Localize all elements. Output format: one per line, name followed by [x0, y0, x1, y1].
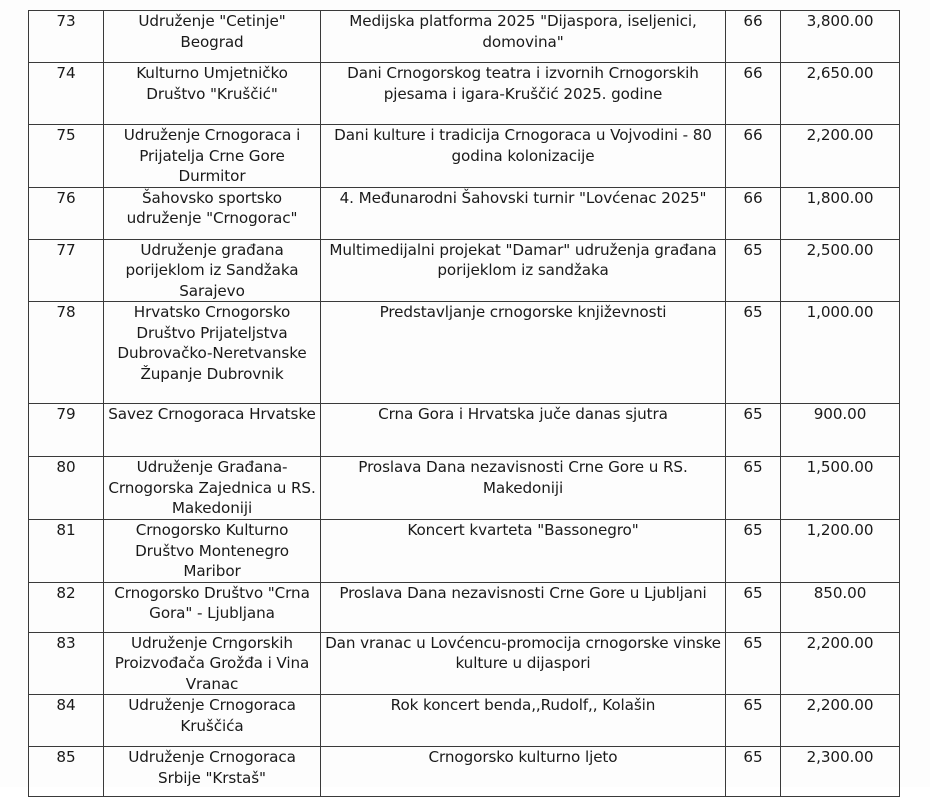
table-row — [29, 747, 900, 797]
row-number: 85 — [29, 747, 104, 797]
table-row — [29, 404, 900, 457]
organization-name: Šahovsko sportsko udruženje "Crnogorac" — [104, 187, 321, 239]
table-row — [29, 632, 900, 695]
score: 65 — [726, 520, 781, 583]
project-title: Multimedijalni projekat "Damar" udruženja građana porijeklom iz sandžaka — [321, 239, 726, 302]
grants-table-body — [29, 11, 900, 797]
project-title: 4. Međunarodni Šahovski turnir "Lovćenac 2025" — [321, 187, 726, 239]
amount: 2,200.00 — [781, 632, 900, 695]
table-row — [29, 187, 900, 239]
row-number: 84 — [29, 695, 104, 747]
row-number: 76 — [29, 187, 104, 239]
row-number: 80 — [29, 457, 104, 520]
organization-name: Udruženje "Cetinje" Beograd — [104, 11, 321, 63]
project-title: Koncert kvarteta "Bassonegro" — [321, 520, 726, 583]
table-row — [29, 695, 900, 747]
project-title: Crna Gora i Hrvatska juče danas sjutra — [321, 404, 726, 457]
organization-name: Savez Crnogoraca Hrvatske — [104, 404, 321, 457]
table-row — [29, 63, 900, 125]
organization-name: Crnogorsko Kulturno Društvo Montenegro Maribor — [104, 520, 321, 583]
score: 65 — [726, 695, 781, 747]
amount: 2,200.00 — [781, 125, 900, 188]
organization-name: Crnogorsko Društvo "Crna Gora" - Ljubljana — [104, 582, 321, 632]
project-title: Dani Crnogorskog teatra i izvornih Crnogorskih pjesama i igara-Kruščić 2025. godine — [321, 63, 726, 125]
score: 66 — [726, 63, 781, 125]
organization-name: Udruženje Crnogoraca Srbije "Krstaš" — [104, 747, 321, 797]
score: 65 — [726, 747, 781, 797]
row-number: 79 — [29, 404, 104, 457]
amount: 1,200.00 — [781, 520, 900, 583]
score: 66 — [726, 11, 781, 63]
organization-name: Udruženje Crnogoraca Kruščića — [104, 695, 321, 747]
project-title: Predstavljanje crnogorske književnosti — [321, 302, 726, 404]
organization-name: Udruženje Građana-Crnogorska Zajednica u RS. Makedoniji — [104, 457, 321, 520]
amount: 2,200.00 — [781, 695, 900, 747]
row-number: 78 — [29, 302, 104, 404]
score: 66 — [726, 187, 781, 239]
organization-name: Udruženje Crnogoraca i Prijatelja Crne Gore Durmitor — [104, 125, 321, 188]
organization-name: Kulturno Umjetničko Društvo "Kruščić" — [104, 63, 321, 125]
amount: 1,000.00 — [781, 302, 900, 404]
amount: 2,300.00 — [781, 747, 900, 797]
score: 65 — [726, 404, 781, 457]
score: 65 — [726, 632, 781, 695]
organization-name: Udruženje Crngorskih Proizvođača Grožđa i Vina Vranac — [104, 632, 321, 695]
amount: 2,650.00 — [781, 63, 900, 125]
project-title: Rok koncert benda,,Rudolf,, Kolašin — [321, 695, 726, 747]
project-title: Medijska platforma 2025 "Dijaspora, iseljenici, domovina" — [321, 11, 726, 63]
organization-name: Hrvatsko Crnogorsko Društvo Prijateljstva Dubrovačko-Neretvanske Županje Dubrovnik — [104, 302, 321, 404]
organization-name: Udruženje građana porijeklom iz Sandžaka Sarajevo — [104, 239, 321, 302]
project-title: Proslava Dana nezavisnosti Crne Gore u Ljubljani — [321, 582, 726, 632]
row-number: 82 — [29, 582, 104, 632]
score: 65 — [726, 582, 781, 632]
grants-table — [28, 10, 900, 797]
score: 66 — [726, 125, 781, 188]
table-row — [29, 125, 900, 188]
table-row — [29, 302, 900, 404]
amount: 850.00 — [781, 582, 900, 632]
project-title: Dani kulture i tradicija Crnogoraca u Vojvodini - 80 godina kolonizacije — [321, 125, 726, 188]
amount: 900.00 — [781, 404, 900, 457]
table-row — [29, 520, 900, 583]
row-number: 81 — [29, 520, 104, 583]
row-number: 73 — [29, 11, 104, 63]
project-title: Dan vranac u Lovćencu-promocija crnogorske vinske kulture u dijaspori — [321, 632, 726, 695]
project-title: Proslava Dana nezavisnosti Crne Gore u RS. Makedoniji — [321, 457, 726, 520]
score: 65 — [726, 457, 781, 520]
row-number: 75 — [29, 125, 104, 188]
amount: 2,500.00 — [781, 239, 900, 302]
table-row — [29, 582, 900, 632]
score: 65 — [726, 302, 781, 404]
row-number: 77 — [29, 239, 104, 302]
table-row — [29, 239, 900, 302]
table-row — [29, 457, 900, 520]
row-number: 83 — [29, 632, 104, 695]
row-number: 74 — [29, 63, 104, 125]
project-title: Crnogorsko kulturno ljeto — [321, 747, 726, 797]
table-row — [29, 11, 900, 63]
amount: 1,500.00 — [781, 457, 900, 520]
amount: 3,800.00 — [781, 11, 900, 63]
score: 65 — [726, 239, 781, 302]
amount: 1,800.00 — [781, 187, 900, 239]
